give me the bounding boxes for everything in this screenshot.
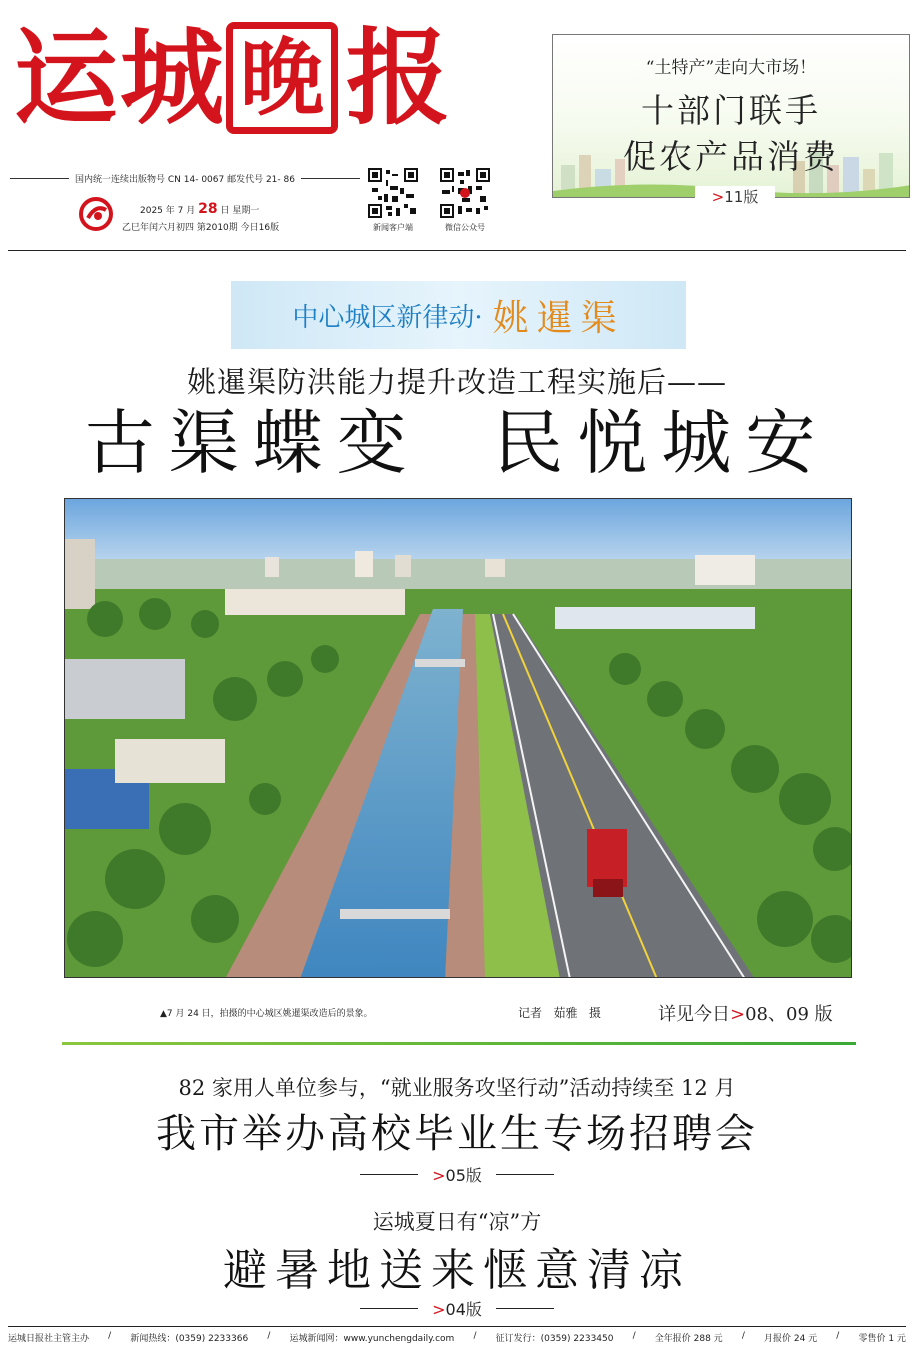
section-divider [62, 1042, 856, 1045]
footer-website[interactable]: 运城新闻网：www.yunchengdaily.com [289, 1334, 455, 1344]
divider [496, 1174, 554, 1175]
story2-headline[interactable]: 我市举办高校毕业生专场招聘会 [156, 1111, 758, 1157]
masthead-char-cheng: 城 [120, 16, 221, 139]
column-name: 中心城区新律动· [292, 302, 483, 333]
footer-retail-price: 零售价 1 元 [858, 1334, 906, 1344]
story2-page-number: 05版 [445, 1166, 482, 1185]
column-topic: 姚暹渠 [492, 297, 625, 339]
footer-subscription: 征订发行：(0359) 2233450 [495, 1334, 614, 1344]
issue-date [140, 201, 259, 217]
divider [360, 1308, 418, 1309]
publication-info-line [10, 170, 360, 186]
footer-sep: / [741, 1331, 745, 1341]
divider [496, 1308, 554, 1309]
masthead-char-wan: 晚 [240, 28, 325, 127]
canal-aerial-photo [65, 499, 852, 978]
see-more-pages: 08、09 版 [745, 1004, 833, 1025]
story3-page-label [432, 1297, 482, 1320]
story3-kicker: 运城夏日有“凉”方 [372, 1210, 542, 1234]
story2-page-ref[interactable] [0, 1163, 914, 1186]
lead-photo[interactable] [64, 498, 852, 978]
footer-sep: / [108, 1331, 112, 1341]
footer-sep: / [473, 1331, 477, 1341]
story3-headline[interactable]: 避暑地送来惬意清凉 [223, 1245, 691, 1296]
footer-divider [8, 1326, 906, 1327]
lunar-issue-info: 乙巳年闰六月初四 第2010期 今日16版 [122, 223, 280, 233]
footer-hotline: 新闻热线：(0359) 2233366 [130, 1334, 249, 1344]
page-arrow-icon: > [730, 1004, 746, 1025]
promo-page-number: 11版 [724, 188, 759, 206]
newspaper-logo-icon [78, 196, 114, 232]
qr-code-icon[interactable] [440, 168, 490, 218]
story2-kicker: 82 家用人单位参与，“就业服务攻坚行动”活动持续至 12 月 [178, 1076, 736, 1100]
promo-box[interactable] [552, 34, 910, 198]
footer-sep: / [632, 1331, 636, 1341]
masthead-divider [8, 250, 906, 251]
divider [360, 1174, 418, 1175]
story2-page-label [432, 1163, 482, 1186]
footer-publisher: 运城日报社主管主办 [8, 1334, 90, 1344]
masthead-char-yun: 运 [14, 16, 115, 139]
photo-credit: 记者 茹雅 摄 [518, 1006, 601, 1020]
masthead-seal [226, 22, 338, 134]
date-prefix: 2025 年 7 月 [140, 206, 196, 216]
column-banner [231, 281, 686, 349]
footer-sep: / [267, 1331, 271, 1341]
lead-headline[interactable]: 古渠蝶变 民悦城安 [84, 402, 830, 484]
page-arrow-icon: > [432, 1166, 446, 1185]
promo-headline-line1: 十部门联手 [641, 91, 821, 130]
footer-bar [8, 1331, 906, 1344]
promo-page-ref[interactable] [695, 186, 775, 208]
page-arrow-icon: > [711, 188, 725, 206]
footer-annual-price: 全年报价 288 元 [654, 1334, 723, 1344]
divider [10, 178, 69, 179]
lead-kicker: 姚暹渠防洪能力提升改造工程实施后—— [186, 365, 727, 399]
photo-caption: ▲7 月 24 日，拍摄的中心城区姚暹渠改造后的景象。 [160, 1009, 373, 1019]
footer-monthly-price: 月报价 24 元 [763, 1334, 818, 1344]
qr-label-wechat: 微信公众号 [445, 223, 485, 232]
page-arrow-icon: > [432, 1300, 446, 1319]
promo-subtitle: “土特产”走向大市场！ [645, 58, 817, 78]
see-more-prefix: 详见今日 [658, 1004, 730, 1025]
divider [301, 178, 360, 179]
qr-label-news-app: 新闻客户端 [373, 223, 413, 232]
masthead-title [14, 18, 534, 138]
masthead-char-bao: 报 [346, 16, 447, 139]
footer-sep: / [836, 1331, 840, 1341]
lead-page-ref[interactable] [658, 1000, 833, 1026]
publication-info: 国内统一连续出版物号 CN 14- 0067 邮发代号 21- 86 [75, 174, 295, 185]
promo-headline-line2: 促农产品消费 [623, 137, 839, 176]
date-day: 28 [198, 201, 218, 217]
date-suffix: 日 星期一 [220, 206, 260, 216]
story3-page-number: 04版 [445, 1300, 482, 1319]
qr-code-icon[interactable] [368, 168, 418, 218]
story3-page-ref[interactable] [0, 1297, 914, 1320]
